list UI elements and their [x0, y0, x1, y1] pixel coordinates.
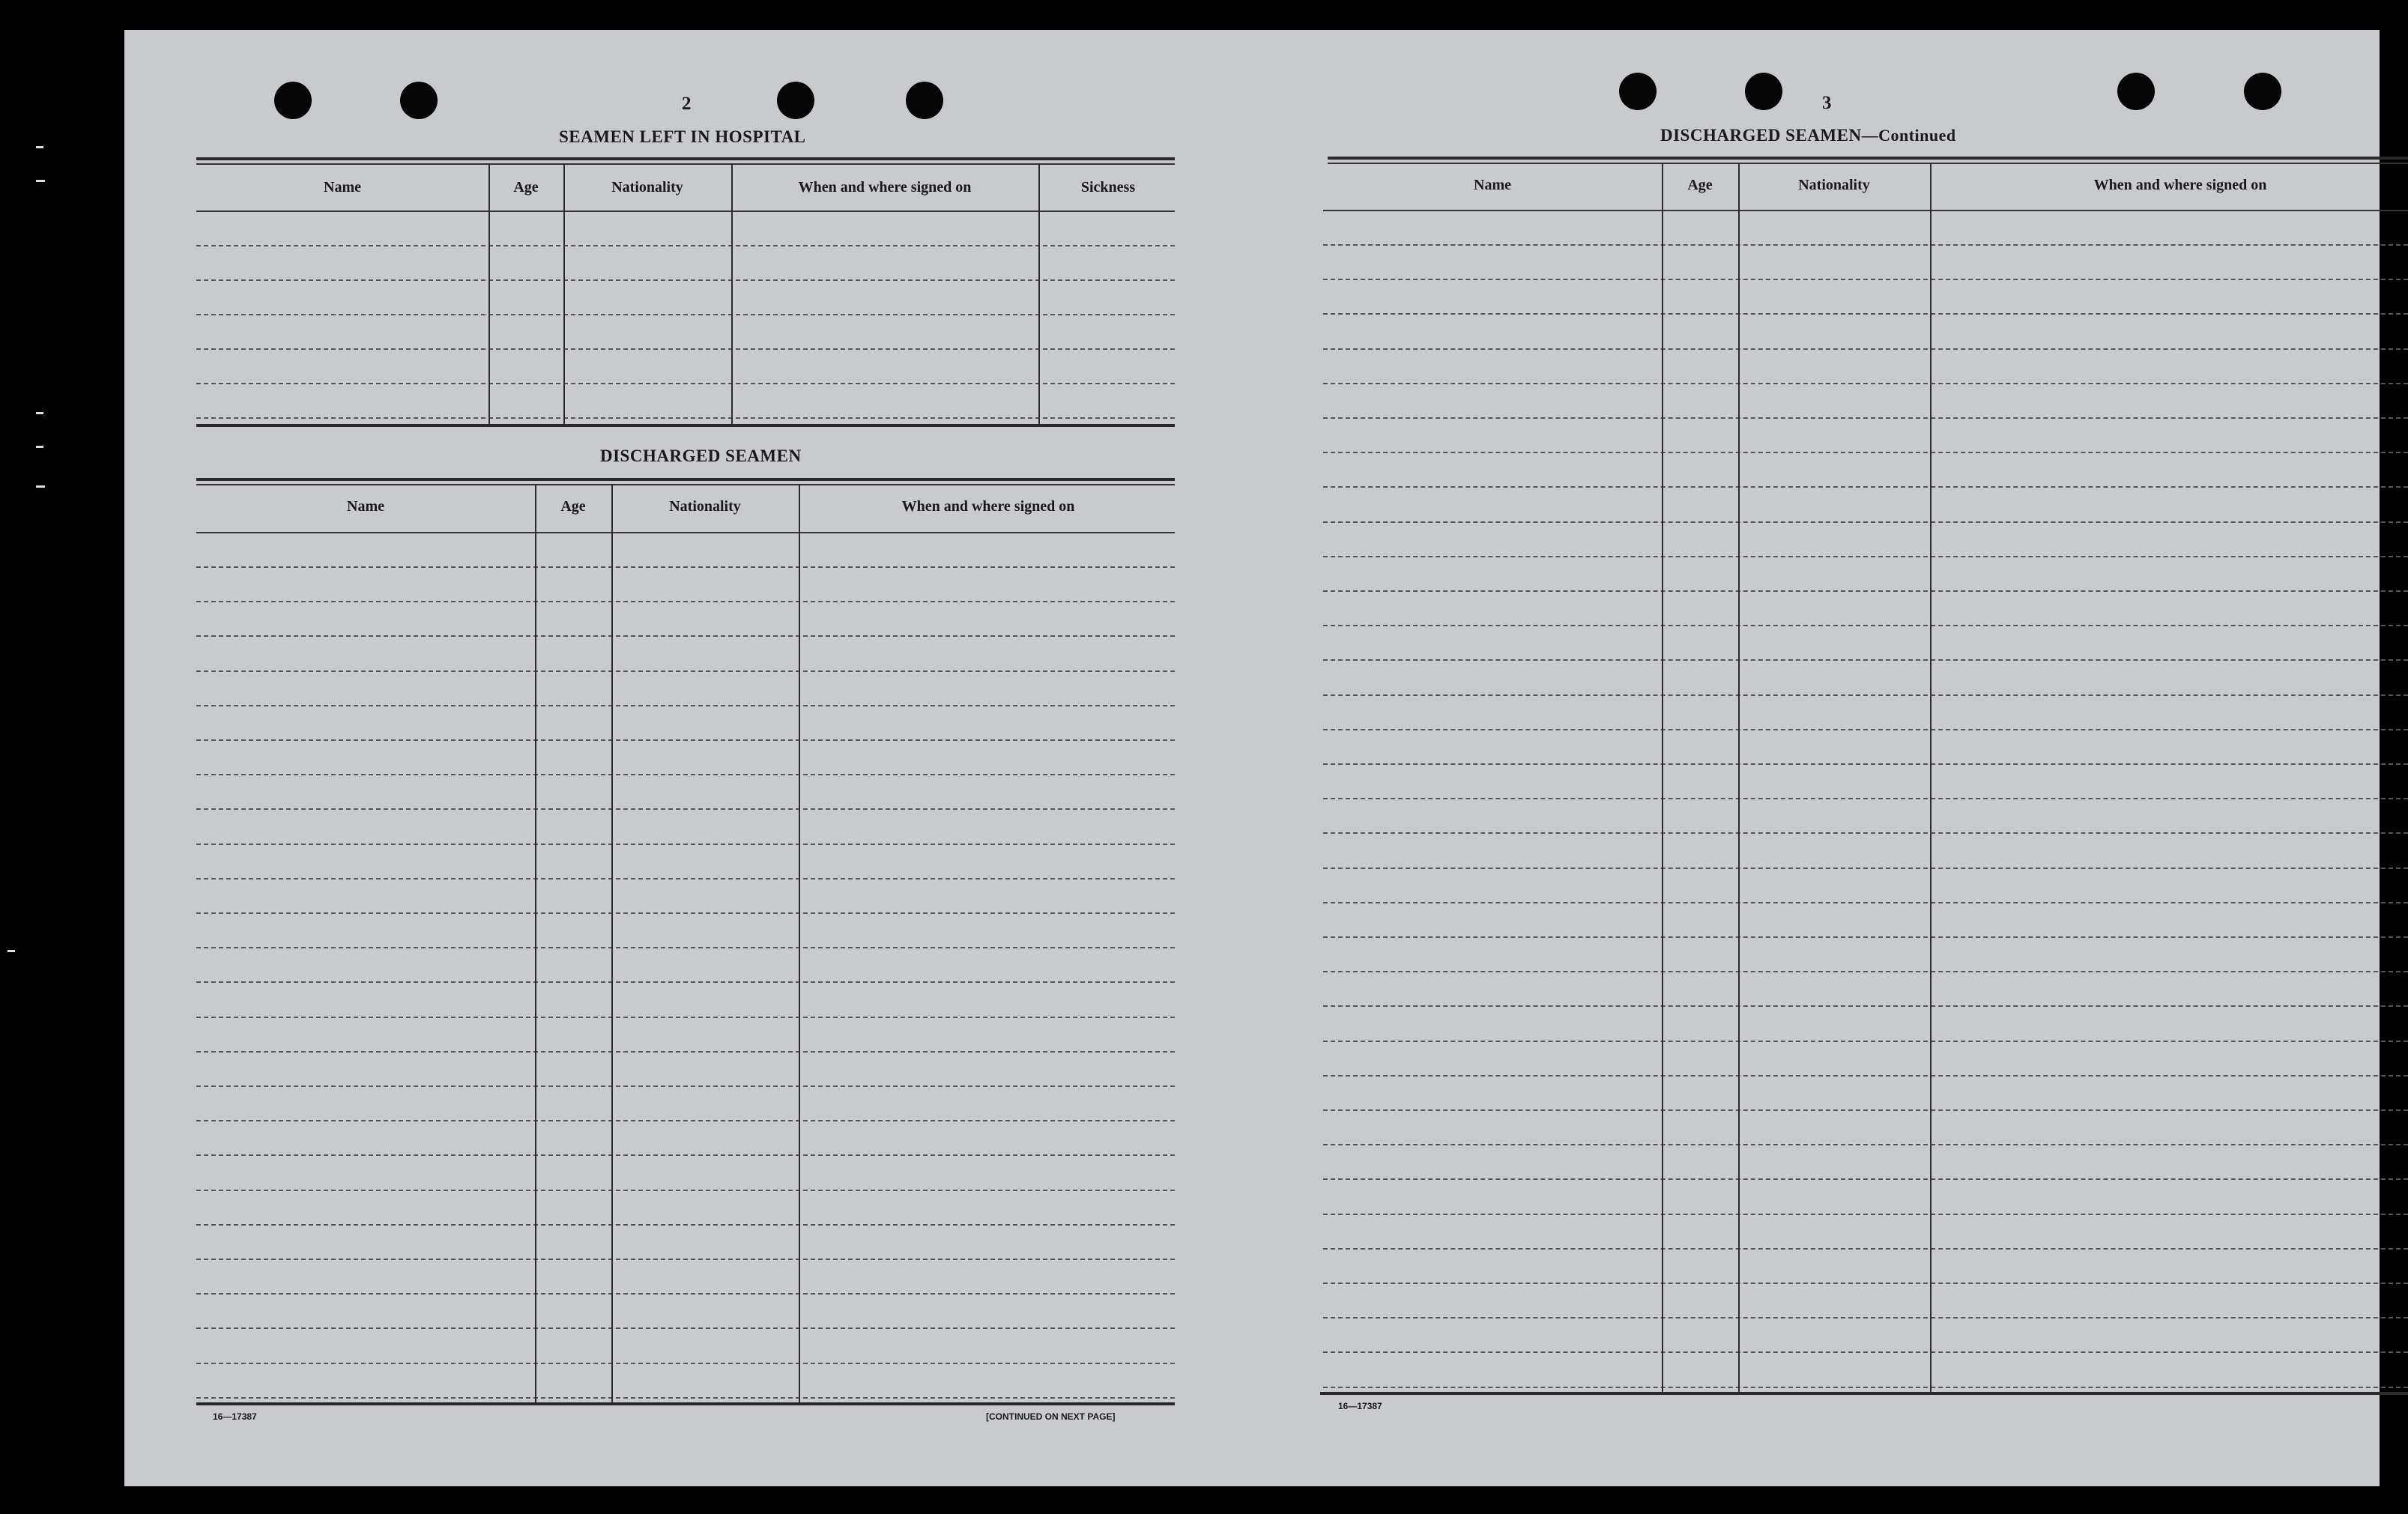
ruled-row-line: [1323, 1387, 2408, 1388]
ruled-row-line: [196, 670, 1175, 672]
discharged-col-name: Name: [347, 498, 384, 515]
ruled-row-line: [1323, 902, 2408, 903]
ruled-row-line: [1323, 486, 2408, 488]
ruled-row-line: [1323, 1075, 2408, 1077]
ruled-row-line: [1323, 1248, 2408, 1250]
ruled-row-line: [196, 417, 1175, 419]
ruled-row-line: [1323, 279, 2408, 280]
page-number-left: 2: [682, 94, 692, 114]
ruled-row-line: [196, 314, 1175, 315]
ruled-row-line: [1323, 1351, 2408, 1353]
ruled-row-line: [196, 1154, 1175, 1156]
ruled-row-line: [1323, 556, 2408, 557]
ruled-row-line: [196, 912, 1175, 914]
ruled-row-line: [1323, 1317, 2408, 1318]
ruled-row-line: [1323, 1178, 2408, 1180]
ruled-row-line: [1323, 832, 2408, 834]
ruled-row-line: [196, 1085, 1175, 1087]
ruled-row-line: [196, 1397, 1175, 1399]
discharged-col-age: Age: [560, 498, 586, 515]
ruled-row-line: [1323, 590, 2408, 592]
ruled-row-line: [196, 774, 1175, 775]
ruled-row-line: [196, 808, 1175, 810]
ruled-row-line: [1323, 521, 2408, 523]
hospital-section-title: SEAMEN LEFT IN HOSPITAL: [559, 127, 806, 146]
hospital-col-nationality: Nationality: [611, 179, 683, 196]
ruled-row-line: [1323, 971, 2408, 972]
ruled-row-line: [1323, 383, 2408, 384]
ruled-row-line: [1323, 1041, 2408, 1042]
ruled-row-line: [196, 1293, 1175, 1295]
ruled-row-line: [1323, 1109, 2408, 1111]
ruled-row-line: [196, 279, 1175, 281]
ruled-row-line: [1323, 659, 2408, 661]
ruled-row-line: [196, 566, 1175, 568]
ruled-row-line: [1323, 244, 2408, 246]
right-section-title: [1660, 126, 1956, 145]
right-title-main: DISCHARGED SEAMEN: [1660, 126, 1862, 145]
ruled-row-line: [196, 739, 1175, 741]
ruled-row-line: [196, 705, 1175, 706]
ruled-row-line: [196, 1190, 1175, 1191]
discharged-section-title: DISCHARGED SEAMEN: [600, 446, 802, 465]
ruled-row-line: [196, 383, 1175, 384]
hospital-col-age: Age: [513, 179, 539, 196]
punch-hole: [1619, 73, 1657, 110]
form-number-left: 16—17387: [213, 1411, 257, 1422]
ruled-row-line: [196, 844, 1175, 845]
ruled-row-line: [1323, 694, 2408, 696]
right-title-cont: —Continued: [1861, 126, 1956, 145]
ruled-row-line: [1323, 1005, 2408, 1007]
discharged-col-signed-on: When and where signed on: [901, 498, 1075, 515]
right-col-name: Name: [1474, 177, 1511, 193]
ruled-row-line: [196, 601, 1175, 602]
punch-hole: [274, 82, 312, 119]
ruled-row-line: [196, 348, 1175, 350]
ruled-row-line: [196, 1051, 1175, 1053]
punch-hole: [2117, 73, 2155, 110]
ruled-row-line: [196, 1017, 1175, 1018]
ruled-row-line: [196, 1327, 1175, 1329]
ruled-row-line: [1323, 625, 2408, 626]
ruled-row-line: [1323, 1214, 2408, 1215]
ruled-row-line: [196, 981, 1175, 983]
ruled-row-line: [1323, 729, 2408, 730]
ruled-row-line: [1323, 1144, 2408, 1145]
right-col-age: Age: [1687, 177, 1713, 193]
ruled-row-line: [1323, 763, 2408, 765]
right-col-signed-on: When and where signed on: [2093, 177, 2267, 193]
ruled-row-line: [196, 635, 1175, 637]
punch-hole: [400, 82, 438, 119]
hospital-col-sickness: Sickness: [1080, 179, 1136, 196]
ruled-row-line: [1323, 867, 2408, 869]
ruled-row-line: [196, 1224, 1175, 1226]
ruled-row-line: [1323, 348, 2408, 350]
ruled-row-line: [196, 878, 1175, 879]
form-number-right: 16—17387: [1338, 1401, 1382, 1411]
continued-note: [CONTINUED ON NEXT PAGE]: [986, 1411, 1116, 1422]
discharged-col-nationality: Nationality: [669, 498, 741, 515]
ruled-row-line: [196, 245, 1175, 246]
hospital-col-signed-on: When and where signed on: [798, 179, 972, 196]
ruled-row-line: [1323, 798, 2408, 799]
punch-hole: [2244, 73, 2281, 110]
punch-hole: [906, 82, 943, 119]
punch-hole: [777, 82, 814, 119]
ruled-row-line: [1323, 313, 2408, 315]
ruled-row-line: [1323, 1283, 2408, 1284]
right-col-nationality: Nationality: [1798, 177, 1870, 193]
ruled-row-line: [1323, 936, 2408, 938]
punch-hole: [1745, 73, 1782, 110]
ruled-row-line: [1323, 452, 2408, 453]
form-sheet: [124, 30, 2380, 1486]
ruled-row-line: [196, 1259, 1175, 1260]
ruled-row-line: [196, 1363, 1175, 1364]
ruled-row-line: [1323, 417, 2408, 419]
ruled-row-line: [196, 1120, 1175, 1121]
page-number-right: 3: [1822, 93, 1832, 113]
hospital-col-name: Name: [324, 179, 361, 196]
ruled-row-line: [196, 947, 1175, 948]
